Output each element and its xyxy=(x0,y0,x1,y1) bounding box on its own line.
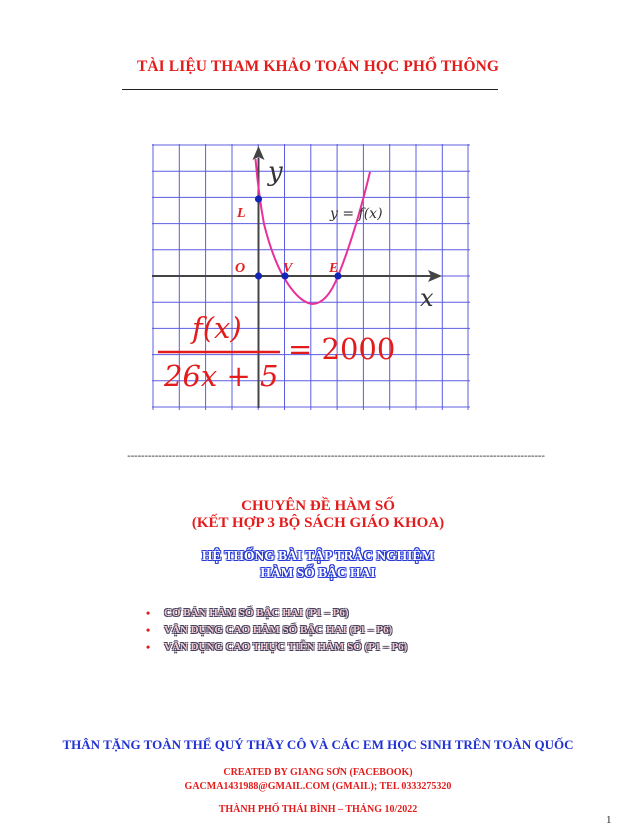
system-subtitle: HÀM SỐ BẬC HAI xyxy=(260,565,376,580)
list-item: • VẬN DỤNG CAO THỰC TIỄN HÀM SỐ (P1 – P6) xyxy=(146,639,407,656)
point-label-l: L xyxy=(237,206,246,221)
document-title: TÀI LIỆU THAM KHẢO TOÁN HỌC PHỔ THÔNG xyxy=(136,58,500,75)
function-graph xyxy=(152,144,470,410)
axis-label-y: y xyxy=(268,157,283,187)
dedication-text: THÂN TẶNG TOÀN THỂ QUÝ THẦY CÔ VÀ CÁC EM HỌC SINH TRÊN TOÀN QUỐC xyxy=(62,737,574,752)
contact-info: GACMA1431988@GMAIL.COM (GMAIL); TEL 0333275320 xyxy=(184,781,452,792)
title-underline xyxy=(122,89,498,90)
content-list xyxy=(146,605,407,656)
equation-numerator: f(x) xyxy=(192,311,242,345)
point-l xyxy=(255,195,262,202)
system-title: HỆ THỐNG BÀI TẬP TRẮC NGHIỆM xyxy=(201,548,435,563)
dashed-divider: ------------------------------------------------------------------------------------------------------------------------- xyxy=(126,452,544,463)
list-item: • CƠ BẢN HÀM SỐ BẬC HAI (P1 – P6) xyxy=(146,605,407,622)
equation-denominator: 26x + 5 xyxy=(164,359,279,393)
list-item: • VẬN DỤNG CAO HÀM SỐ BẬC HAI (P1 – P6) xyxy=(146,622,407,639)
topic-title: CHUYÊN ĐỀ HÀM SỐ xyxy=(241,498,395,514)
point-label-e: E xyxy=(329,261,339,276)
topic-subtitle: (KẾT HỢP 3 BỘ SÁCH GIÁO KHOA) xyxy=(191,515,445,531)
axis-label-x: x xyxy=(420,284,434,312)
point-o xyxy=(255,272,262,279)
point-label-v: V xyxy=(283,261,293,276)
place-date: THÀNH PHỐ THÁI BÌNH – THÁNG 10/2022 xyxy=(218,804,418,815)
function-label: y = f(x) xyxy=(330,206,383,222)
author-credit: CREATED BY GIANG SƠN (FACEBOOK) xyxy=(223,767,413,778)
page-number: 1 xyxy=(606,814,612,826)
point-label-o: O xyxy=(235,261,246,276)
equation-rhs: = 2000 xyxy=(288,332,396,366)
